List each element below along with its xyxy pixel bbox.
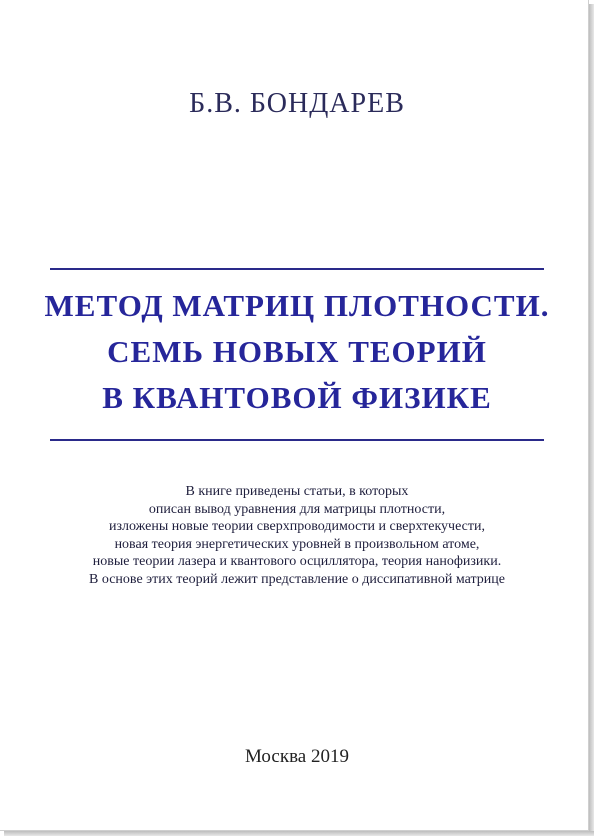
abstract-line-6: В основе этих теорий лежит представление о диссипативной матрице	[89, 571, 505, 587]
book-abstract	[0, 483, 594, 589]
title-bottom-rule	[50, 439, 544, 441]
abstract-line-2: описан вывод уравнения для матрицы плотности,	[148, 501, 446, 517]
title-top-rule	[50, 268, 544, 270]
publication-place-year: Москва 2019	[245, 746, 349, 767]
abstract-line-3: изложены новые теории сверхпроводимости и сверхтекучести,	[109, 519, 485, 535]
title-line-1: МЕТОД МАТРИЦ ПЛОТНОСТИ.	[44, 288, 550, 323]
abstract-line-1: В книге приведены статьи, в которых	[185, 484, 409, 499]
abstract-line-5: новые теории лазера и квантового осциллятора, теория нанофизики.	[92, 554, 502, 570]
cover-edge-shadow-right	[589, 4, 594, 836]
cover-edge-shadow-bottom	[4, 831, 594, 836]
title-line-3: В КВАНТОВОЙ ФИЗИКЕ	[102, 380, 492, 415]
author-name: Б.В. БОНДАРЕВ	[189, 88, 405, 119]
title-line-2: СЕМЬ НОВЫХ ТЕОРИЙ	[107, 334, 487, 369]
book-title	[0, 283, 594, 421]
abstract-line-4: новая теория энергетических уровней в произвольном атоме,	[114, 536, 480, 552]
